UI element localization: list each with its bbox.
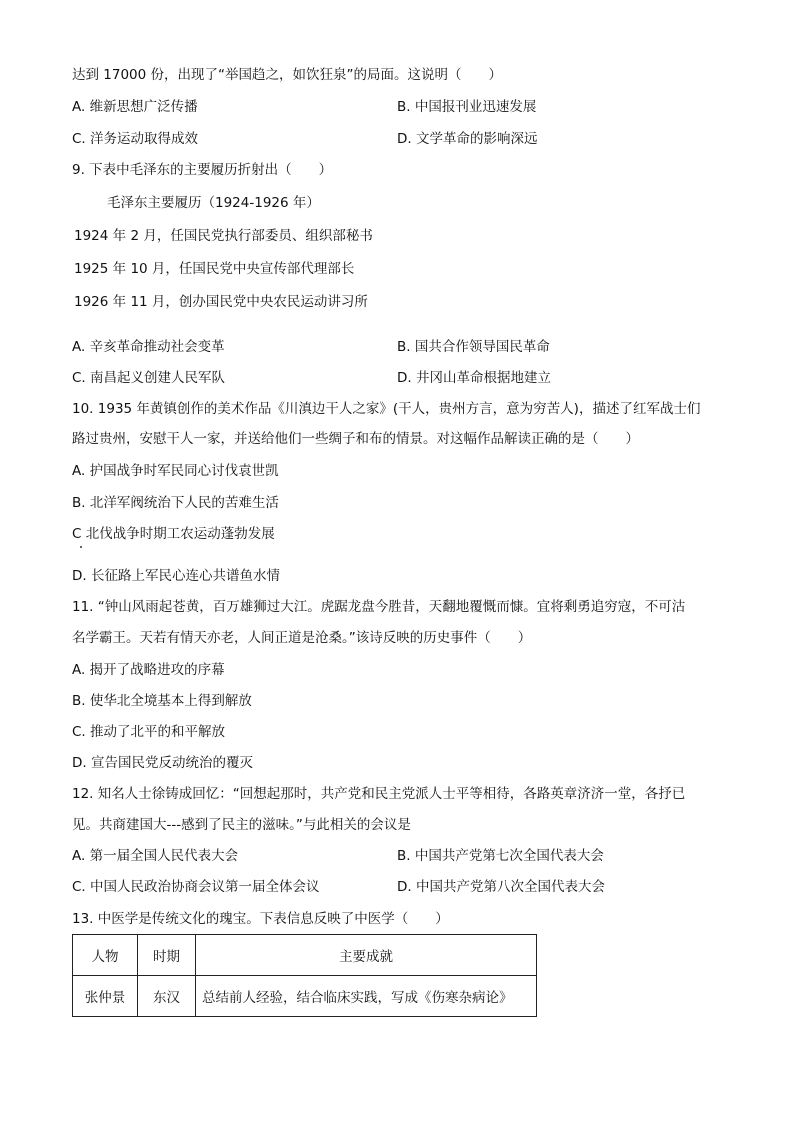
- q8-option-a[interactable]: A. 维新思想广泛传播: [72, 99, 198, 115]
- q12-option-b[interactable]: B. 中国共产党第七次全国代表大会: [397, 848, 604, 864]
- q9-stem: 9. 下表中毛泽东的主要履历折射出（ ）: [72, 162, 333, 178]
- q9-table-title: 毛泽东主要履历（1924-1926 年）: [107, 195, 320, 211]
- q8-option-c[interactable]: C. 洋务运动取得成效: [72, 131, 199, 147]
- q10-stem-line-2: 路过贵州，安慰干人一家，并送给他们一些绸子和布的情景。对这幅作品解读正确的是（ ）: [72, 431, 639, 447]
- q12-option-a[interactable]: A. 第一届全国人民代表大会: [72, 848, 239, 864]
- q13-table: [72, 934, 537, 1017]
- q12-stem-line-1: 12. 知名人士徐铸成回忆：“回想起那时，共产党和民主党派人士平等相待，各路英章济济一堂，各抒已: [72, 786, 686, 802]
- cell-person: 张仲景: [73, 976, 138, 1017]
- header-period: 时期: [138, 935, 196, 976]
- q9-option-c[interactable]: C. 南昌起义创建人民军队: [72, 370, 226, 386]
- stray-dot: [80, 546, 82, 548]
- q8-option-d[interactable]: D. 文学革命的影响深远: [397, 131, 538, 147]
- q11-option-c[interactable]: C. 推动了北平的和平解放: [72, 724, 226, 740]
- q9-row-2: 1925 年 10 月，任国民党中央宣传部代理部长: [74, 261, 355, 277]
- table-row: [73, 976, 537, 1017]
- q10-option-a[interactable]: A. 护国战争时军民同心讨伐袁世凯: [72, 463, 279, 479]
- q10-stem-line-1: 10. 1935 年黄镇创作的美术作品《川滇边干人之家》(干人，贵州方言，意为穷苦人)，描述了红军战士们: [72, 401, 701, 417]
- q9-option-d[interactable]: D. 井冈山革命根据地建立: [397, 370, 551, 386]
- q12-stem-line-2: 见。共商建国大---感到了民主的滋味。”与此相关的会议是: [72, 817, 411, 833]
- cell-achievement: 总结前人经验，结合临床实践，写成《伤寒杂病论》: [196, 976, 537, 1017]
- q12-option-c[interactable]: C. 中国人民政治协商会议第一届全体会议: [72, 879, 320, 895]
- q8-option-b[interactable]: B. 中国报刊业迅速发展: [397, 99, 537, 115]
- q11-stem-line-2: 名学霸王。天若有情天亦老，人间正道是沧桑。”该诗反映的历史事件（ ）: [72, 630, 532, 646]
- q11-stem-line-1: 11. “钟山风雨起苍黄，百万雄狮过大江。虎踞龙盘今胜昔，天翻地覆慨而慷。宜将剩勇追穷寇，不可沽: [72, 599, 686, 615]
- q9-row-3: 1926 年 11 月，创办国民党中央农民运动讲习所: [74, 294, 368, 310]
- q11-option-b[interactable]: B. 使华北全境基本上得到解放: [72, 693, 252, 709]
- cell-period: 东汉: [138, 976, 196, 1017]
- q8-stem: 达到 17000 份，出现了“举国趋之，如饮狂泉”的局面。这说明（ ）: [72, 67, 503, 83]
- q11-option-d[interactable]: D. 宣告国民党反动统治的覆灭: [72, 755, 253, 771]
- header-person: 人物: [73, 935, 138, 976]
- header-achievement: 主要成就: [196, 935, 537, 976]
- q12-option-d[interactable]: D. 中国共产党第八次全国代表大会: [397, 879, 605, 895]
- q9-option-b[interactable]: B. 国共合作领导国民革命: [397, 339, 550, 355]
- q13-stem: 13. 中医学是传统文化的瑰宝。下表信息反映了中医学（ ）: [72, 911, 449, 927]
- q11-option-a[interactable]: A. 揭开了战略进攻的序幕: [72, 662, 225, 678]
- q9-option-a[interactable]: A. 辛亥革命推动社会变革: [72, 339, 225, 355]
- q10-option-c[interactable]: C 北伐战争时期工农运动蓬勃发展: [72, 526, 275, 542]
- table-header-row: [73, 935, 537, 976]
- q9-row-1: 1924 年 2 月，任国民党执行部委员、组织部秘书: [74, 228, 373, 244]
- q10-option-d[interactable]: D. 长征路上军民心连心共谱鱼水情: [72, 568, 280, 584]
- q10-option-b[interactable]: B. 北洋军阀统治下人民的苦难生活: [72, 495, 279, 511]
